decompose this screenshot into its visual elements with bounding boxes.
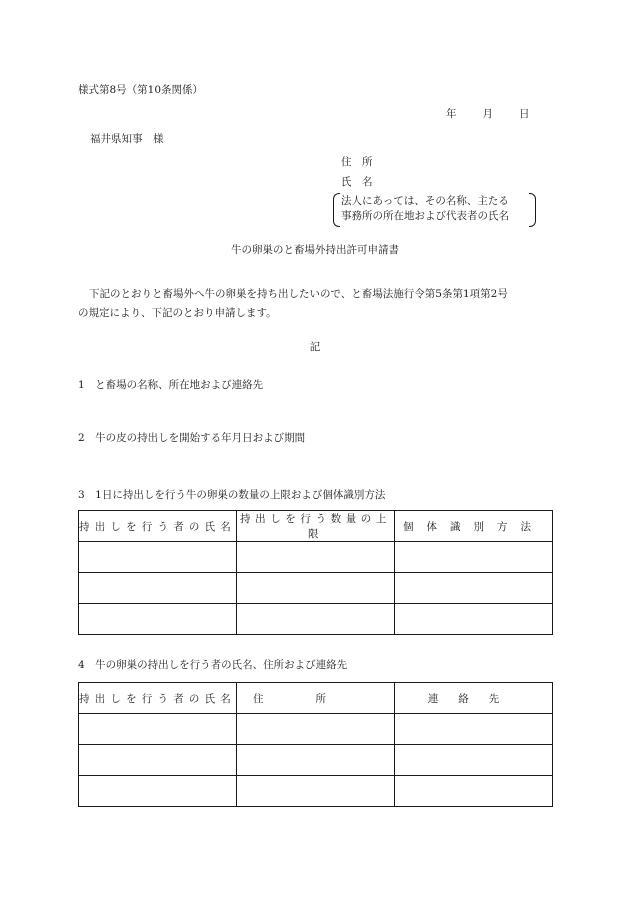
ki-heading: 記	[309, 341, 321, 353]
date-month-label: 月	[482, 108, 493, 120]
body-line-1: 下記のとおりと畜場外へ牛の卵巣を持ち出したいので、と畜場法施行令第5条第1項第2号	[89, 288, 508, 300]
section-2-heading: 2 牛の皮の持出しを開始する年月日および期間	[78, 432, 306, 444]
table-cell[interactable]	[237, 714, 395, 745]
date-day-label: 日	[519, 108, 530, 120]
table-cell[interactable]	[395, 542, 553, 573]
applicant-address-label: 住 所	[341, 156, 373, 168]
carrier-table	[78, 682, 553, 807]
corporate-note	[333, 193, 536, 225]
table-header-row	[79, 683, 553, 714]
table-header-cell: 住所	[237, 683, 395, 714]
table-cell[interactable]	[237, 573, 395, 604]
date-line	[446, 109, 530, 120]
document-title: 牛の卵巣のと畜場外持出許可申請書	[231, 244, 399, 256]
table-cell[interactable]	[79, 745, 237, 776]
table-cell[interactable]	[79, 573, 237, 604]
table-cell[interactable]	[395, 714, 553, 745]
table-cell[interactable]	[237, 604, 395, 635]
table-header-row	[79, 511, 553, 542]
section-3-heading: 3 1日に持出しを行う牛の卵巣の数量の上限および個体識別方法	[78, 489, 386, 501]
table-header-cell: 持出しを行う者の氏名	[79, 683, 237, 714]
table-cell[interactable]	[237, 776, 395, 807]
table-cell[interactable]	[237, 542, 395, 573]
section-4-heading: 4 牛の卵巣の持出しを行う者の氏名、住所および連絡先	[78, 659, 348, 671]
addressee: 福井県知事 様	[90, 133, 164, 145]
quantity-table	[78, 510, 553, 635]
note-line-1: 法人にあっては、その名称、主たる	[341, 195, 509, 207]
form-number: 様式第8号（第10条関係）	[78, 84, 204, 96]
table-row	[79, 714, 553, 745]
table-cell[interactable]	[395, 745, 553, 776]
table-cell[interactable]	[79, 542, 237, 573]
applicant-name-label: 氏 名	[341, 176, 373, 188]
table-header-cell: 持出しを行う者の氏名	[79, 511, 237, 542]
table-row	[79, 745, 553, 776]
table-header-cell: 個体識別方法	[395, 511, 553, 542]
table-header-cell: 連絡先	[395, 683, 553, 714]
note-left-bracket	[333, 193, 340, 227]
note-right-bracket	[529, 193, 536, 227]
table-row	[79, 604, 553, 635]
section-1-heading: 1 と畜場の名称、所在地および連絡先	[78, 379, 264, 391]
table-cell[interactable]	[79, 714, 237, 745]
table-cell[interactable]	[79, 776, 237, 807]
table-cell[interactable]	[79, 604, 237, 635]
table-cell[interactable]	[237, 745, 395, 776]
note-line-2: 事務所の所在地および代表者の氏名	[341, 210, 509, 222]
table-row	[79, 542, 553, 573]
table-header-cell: 持出しを行う数量の上限	[237, 511, 395, 542]
table-cell[interactable]	[395, 604, 553, 635]
table-cell[interactable]	[395, 776, 553, 807]
date-year-label: 年	[446, 108, 457, 120]
body-line-2: の規定により、下記のとおり申請します。	[78, 307, 277, 319]
body-paragraph	[78, 285, 558, 323]
table-cell[interactable]	[395, 573, 553, 604]
table-row	[79, 776, 553, 807]
table-row	[79, 573, 553, 604]
